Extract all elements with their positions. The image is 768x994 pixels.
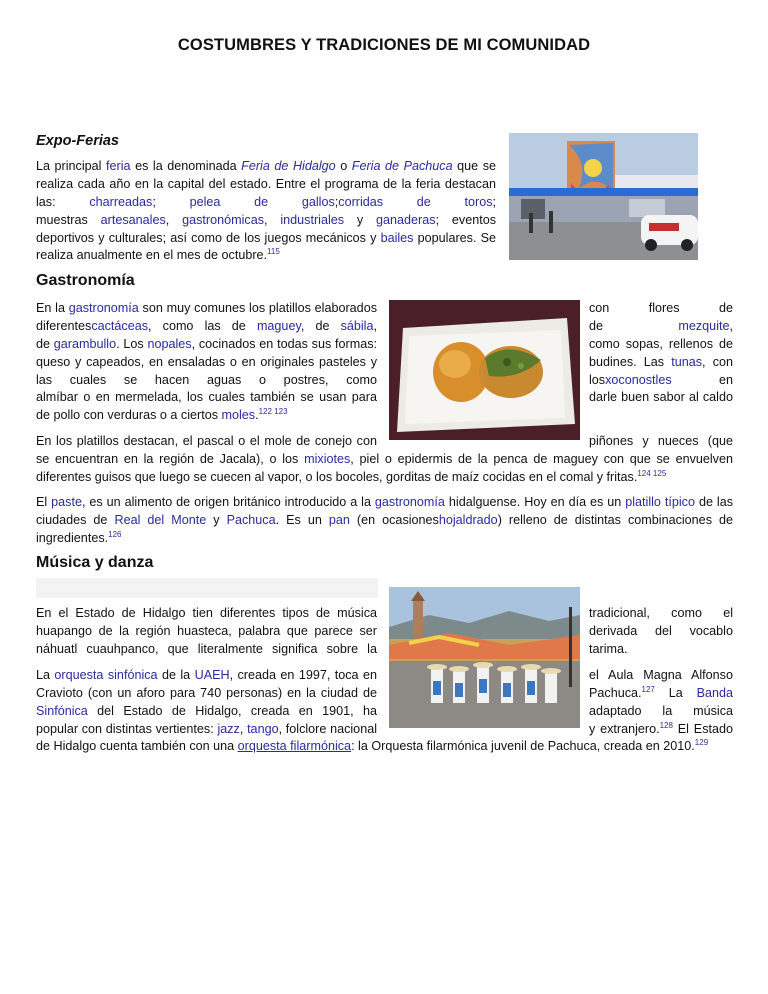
text-line: ciudades de Real del Monte y Pachuca. Es un pan (en ocasioneshojaldrado) relleno de distintas combinaciones de [36, 512, 733, 527]
pastes-photo [389, 300, 580, 440]
text-line: La orquesta sinfónica de la UAEH, creada en 1997, toca en [36, 668, 377, 682]
wiki-link[interactable]: sábila [340, 318, 374, 333]
text-line: huapango de la región huasteca, palabra que parece ser [36, 623, 377, 638]
reference-superscript[interactable]: 127 [641, 684, 655, 694]
text-line: y extranjero.$^{128}$ El Estado [589, 720, 733, 736]
text-line: como sopas, rellenos de [589, 336, 733, 351]
gastro-p2-first-right [589, 433, 733, 451]
text-line: La principal feria es la denominada Feria de Hidalgo o Feria de Pachuca que se [36, 159, 496, 173]
gray-band [36, 578, 378, 598]
wiki-link[interactable]: artesanales [100, 212, 166, 227]
wiki-link[interactable]: Real del Monte [114, 512, 207, 527]
text-line: En los platillos destacan, el pascal o el mole de conejo con [36, 434, 377, 448]
section-heading-gastronomia: Gastronomía [36, 272, 135, 289]
text-line: ingredientes.$^{126}$ [36, 529, 122, 545]
reference-superscript[interactable]: 129 [694, 738, 709, 747]
gastro-left-column [36, 300, 377, 425]
wiki-link[interactable]: gastronómicas [182, 212, 264, 227]
wiki-link[interactable]: platillo típico [625, 495, 695, 509]
text-line: losxoconostles en [589, 372, 733, 387]
gastro-right-column [589, 300, 733, 407]
text-line: Cravioto (con un aforo para 740 personas) en la ciudad de [36, 685, 377, 700]
page-title: COSTUMBRES Y TRADICIONES DE MI COMUNIDAD [177, 36, 591, 54]
gastro-paragraph-3 [36, 494, 733, 548]
reference-superscript[interactable]: 126 [108, 529, 122, 539]
wiki-link[interactable]: charreadas [89, 194, 153, 209]
musica-right-column-1 [589, 605, 733, 659]
reference-superscript[interactable]: 122 123 [258, 407, 288, 417]
text-line: las cuales se hacen aguas o postres, como [36, 372, 377, 387]
text-line: almíbar o en mermelada, los cuales también se usan para [36, 390, 377, 405]
wiki-link[interactable]: jazz [217, 721, 240, 736]
wiki-link[interactable]: moles [221, 408, 256, 423]
expo-paragraph [36, 158, 496, 265]
text-line: En la gastronomía son muy comunes los platillos elaborados [36, 301, 377, 315]
musica-last-line [36, 738, 733, 756]
wiki-link[interactable]: maguey [256, 318, 301, 333]
text-line: de Hidalgo cuenta también con una orquesta filarmónica: la Orquesta filarmónica juvenil de Pachuca, creada en 2010.$^{129}$ [36, 738, 709, 753]
text-line: de mezquite, [589, 318, 733, 333]
wiki-link[interactable]: bailes [380, 230, 414, 245]
wiki-link[interactable]: mixiotes [304, 452, 351, 466]
text-line: se encuentran en la región de Jacala), o los mixiotes, piel o epidermis de la penca de maguey con que se envuelven [36, 452, 733, 466]
text-line: deportivos y culturales; así como de los juegos mecánicos y bailes populares. Se [36, 230, 496, 245]
text-line: tarima. [589, 641, 628, 656]
wiki-link[interactable]: ganaderas [376, 212, 436, 227]
text-line: popular con distintas vertientes: jazz, tango, folclore nacional [36, 721, 377, 736]
text-line: piñones y nueces (que [589, 434, 733, 448]
text-line: tradicional, como el [589, 606, 733, 620]
gastro-p2-first-left [36, 433, 377, 451]
text-line: adaptado la música [589, 703, 733, 718]
wiki-link[interactable]: mezquite [678, 318, 730, 333]
wiki-link[interactable]: pan [328, 512, 350, 527]
text-line: diferentes guisos que luego se cuecen al vapor, o los bocoles, gorditas de maíz cocidas en el comal y fritas.$^{124 125}$ [36, 468, 667, 484]
gastro-paragraph-2 [36, 451, 733, 487]
wiki-link[interactable]: hojaldrado [438, 512, 498, 527]
text-line: las: charreadas; pelea de gallos;corridas de toros; [36, 194, 496, 209]
wiki-link[interactable]: pelea de gallos [189, 194, 335, 209]
wiki-link[interactable]: industriales [280, 212, 345, 227]
text-line: con flores de [589, 301, 733, 315]
wiki-link[interactable]: Sinfónica [36, 703, 88, 718]
reference-superscript[interactable]: 128 [659, 720, 673, 730]
wiki-link[interactable]: Feria de Hidalgo [241, 159, 336, 173]
wiki-link[interactable]: tango [247, 721, 279, 736]
wiki-link[interactable]: gastronomía [374, 495, 445, 509]
text-line: realiza anualmente en el mes de octubre.$^{115}$ [36, 247, 280, 263]
dancers-plaza-photo [389, 587, 580, 728]
text-line: budines. Las tunas, con [589, 354, 733, 369]
wiki-link[interactable]: gastronomía [68, 301, 139, 315]
wiki-link[interactable]: orquesta filarmónica [237, 739, 352, 753]
text-line: queso y capeados, en ensaladas o en originales pasteles y [36, 354, 377, 369]
text-line: Pachuca.$^{127}$ La Banda [589, 684, 733, 700]
wiki-link[interactable]: paste [51, 495, 82, 509]
wiki-link[interactable]: garambullo [53, 336, 117, 351]
text-line: el Aula Magna Alfonso [589, 668, 733, 682]
text-line: En el Estado de Hidalgo tien diferentes tipos de música [36, 606, 377, 620]
text-line: derivada del vocablo [589, 623, 733, 638]
text-line: realiza cada año en la capital del estado. Entre el programa de la feria destacan [36, 176, 496, 191]
wiki-link[interactable]: Banda [696, 685, 733, 700]
text-line: diferentescactáceas, como las de maguey, de sábila, [36, 318, 377, 333]
text-line: muestras artesanales, gastronómicas, industriales y ganaderas; eventos [36, 212, 496, 227]
reference-superscript[interactable]: 115 [267, 247, 280, 257]
text-line: Sinfónica del Estado de Hidalgo, creada en 1901, ha [36, 703, 377, 718]
musica-left-column-2 [36, 667, 377, 739]
musica-left-column-1 [36, 605, 377, 659]
section-heading-musica: Música y danza [36, 554, 154, 571]
wiki-link[interactable]: xoconostles [605, 372, 672, 387]
musica-right-column-2 [589, 667, 733, 739]
text-line: de garambullo. Los nopales, cocinados en todas sus formas: [36, 336, 377, 351]
wiki-link[interactable]: Feria de Pachuca [351, 159, 453, 173]
text-line: darle buen sabor al caldo [589, 390, 733, 405]
text-line: El paste, es un alimento de origen británico introducido a la gastronomía hidalguense. Hoy en día es un platillo típico de las [36, 495, 733, 509]
wiki-link[interactable]: nopales [147, 336, 192, 351]
wiki-link[interactable]: tunas [671, 354, 703, 369]
section-heading-expo: Expo-Ferias [36, 133, 119, 149]
wiki-link[interactable]: orquesta sinfónica [54, 668, 158, 682]
wiki-link[interactable]: cactáceas [91, 318, 149, 333]
wiki-link[interactable]: Pachuca [226, 512, 276, 527]
wiki-link[interactable]: feria [106, 159, 131, 173]
wiki-link[interactable]: UAEH [194, 668, 230, 682]
text-line: náhuatl cuauhpanco, que literalmente significa sobre la [36, 641, 377, 656]
text-line: de pollo con verduras o a ciertos moles.$^{122 123}$ [36, 407, 288, 423]
fair-building-photo [509, 133, 698, 260]
wiki-link[interactable]: corridas de toros [338, 194, 493, 209]
reference-superscript[interactable]: 124 125 [637, 468, 667, 478]
